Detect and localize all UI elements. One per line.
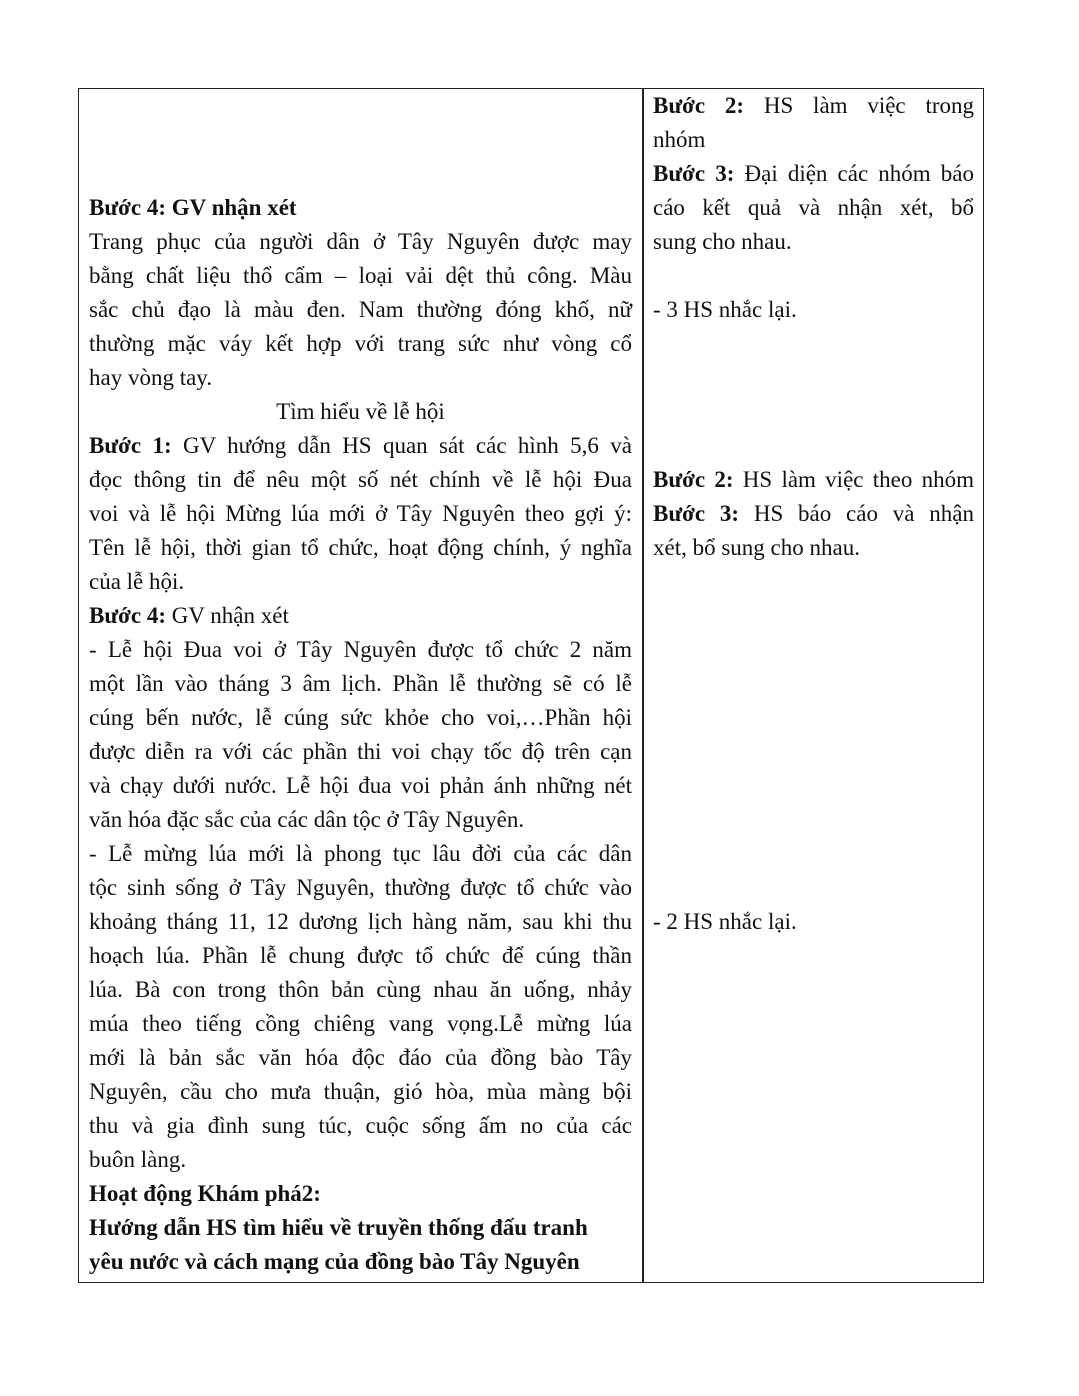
left-column-content: Bước 4: GV nhận xét Trang phục của người dân ở Tây Nguyên được may bằng chất liệu thổ cẩm – loại vải dệt thủ công. Màu sắc chủ đạo là màu đen. Nam thường đóng khố, nữ thường mặc váy kết hợp với trang sức như vòng cổ hay vòng tay. Tìm hiểu về lễ hội Bước 1: GV hướng dẫn HS quan sát các hình 5,6 và đọc thông tin để nêu một số nét chính về lễ hội Đua voi và lễ hội Mừng lúa mới ở Tây Nguyên theo gợi ý: Tên lễ hội, thời gian tổ chức, hoạt động chính, ý nghĩa của lễ hội. Bước 4: GV nhận xét - Lễ hội Đua voi ở Tây Nguyên được tổ chức 2 năm một lần vào tháng 3 âm lịch. Phần lễ thường sẽ có lễ cúng bến nước, lễ cúng sức khỏe cho voi,…Phần hội được diễn ra với các phần thi voi chạy tốc độ trên cạn và chạy dưới nước. Lễ hội đua voi phản ánh những nét văn hóa đặc sắc của các dân tộc ở Tây Nguyên. - Lễ mừng lúa mới là phong tục lâu đời của các dân tộc sinh sống ở Tây Nguyên, thường được tổ chức vào khoảng tháng 11, 12 dương lịch hàng năm, sau khi thu hoạch lúa. Phần lễ chung được tổ chức để cúng thần lúa. Bà con trong thôn bản cùng nhau ăn uống, nhảy múa theo tiếng cồng chiêng vang vọng.Lễ mừng lúa mới là bản sắc văn hóa độc đáo của đồng bào Tây Nguyên, cầu cho mưa thuận, gió hòa, mùa màng bội thu và gia đình sung túc, cuộc sống ấm no của các buôn làng. Hoạt động Khám phá2: Hướng dẫn HS tìm hiểu về truyền thống đấu tranh yêu nước và cách mạng của đồng bào Tây Nguyên xyxy=(89,191,632,1279)
step4-heading: Bước 4: GV nhận xét xyxy=(89,195,297,220)
activity-desc-line-2: yêu nước và cách mạng của đồng bào Tây Nguyên xyxy=(89,1249,580,1274)
step4b-line: Bước 4: GV nhận xét xyxy=(89,603,289,628)
right-repeat-3: - 3 HS nhắc lại. xyxy=(653,297,797,322)
activity-heading: Hoạt động Khám phá2: xyxy=(89,1181,321,1206)
right-repeat-2: - 2 HS nhắc lại. xyxy=(653,909,797,934)
step1-line: Bước 1: GV hướng dẫn HS quan sát các hình 5,6 và xyxy=(89,433,632,458)
activity-desc-line-1: Hướng dẫn HS tìm hiểu về truyền thống đấu tranh xyxy=(89,1215,588,1240)
right-block-festival-work: Bước 2: HS làm việc theo nhóm Bước 3: HS báo cáo và nhận xét, bổ sung cho nhau. xyxy=(653,463,974,565)
step2-line: Bước 2: HS làm việc trong xyxy=(653,93,974,118)
step3-line: Bước 3: Đại diện các nhóm báo xyxy=(653,161,975,186)
step2-festival-line: Bước 2: HS làm việc theo nhóm xyxy=(653,467,975,492)
lesson-table xyxy=(78,88,984,1283)
step3-festival-line: Bước 3: HS báo cáo và nhận xyxy=(653,501,974,526)
right-block-group-work: Bước 2: HS làm việc trong nhóm Bước 3: Đại diện các nhóm báo cáo kết quả và nhận xét, bổ sung cho nhau. xyxy=(653,89,974,259)
column-divider xyxy=(642,89,644,1282)
festival-heading: Tìm hiểu về lễ hội xyxy=(276,399,445,424)
